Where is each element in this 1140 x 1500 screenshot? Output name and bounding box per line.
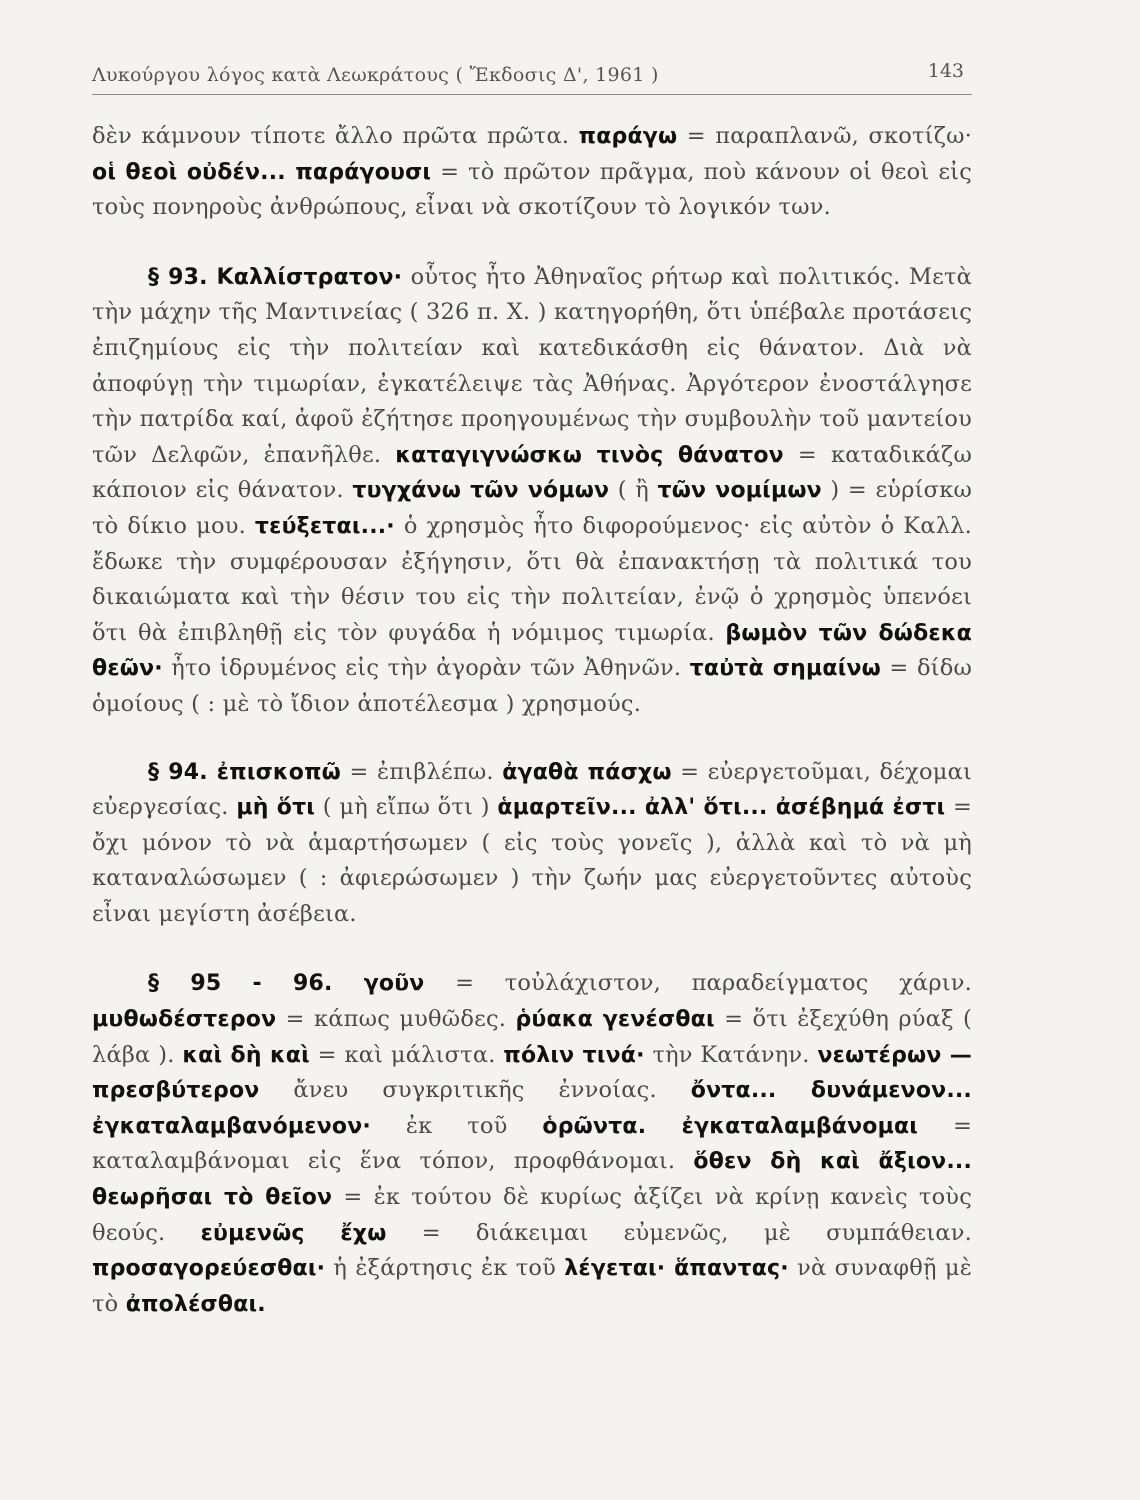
- paragraph-section-95-96: [92, 966, 972, 1322]
- lemma-term: ἀγαθὰ πάσχω: [502, 759, 672, 785]
- gloss-text: = δίδω ὁμοίους ( : μὲ τὸ ἴδιον ἀποτέλεσμα ) χρησμούς.: [92, 655, 973, 717]
- gloss-text: = παραπλανῶ, σκοτίζω·: [677, 123, 972, 149]
- lemma-term: καταγιγνώσκω τινὸς θάνατον: [395, 442, 784, 468]
- gloss-text: ) = εὑρίσκω τὸ δίκιο μου.: [92, 477, 973, 539]
- lemma-term: ὄντα... δυνάμενον... ἐγκαταλαμβανόμενον·: [92, 1078, 972, 1139]
- lemma-term: εὐμενῶς ἔχω: [200, 1220, 387, 1246]
- running-header: [92, 60, 972, 95]
- lemma-term: πόλιν τινά·: [503, 1042, 645, 1068]
- gloss-text: ( μὴ εἴπω ὅτι ): [315, 794, 498, 821]
- lemma-term: ὁρῶντα. ἐγκαταλαμβάνομαι: [542, 1113, 919, 1139]
- paragraph-section-93: [92, 260, 972, 723]
- lemma-term: § 93. Καλλίστρατον·: [148, 264, 403, 290]
- gloss-text: = διάκειμαι εὐμενῶς, μὲ συμπάθειαν.: [386, 1219, 973, 1246]
- gloss-text: = καταδικάζω κάποιον εἰς θάνατον.: [92, 441, 973, 504]
- lemma-term: οἱ θεοὶ οὐδέν... παράγουσι: [92, 159, 432, 185]
- gloss-text: = τοὐλάχιστον, παραδείγματος χάριν.: [424, 970, 972, 997]
- gloss-text: οὗτος ἦτο Ἀθηναῖος ρήτωρ καὶ πολιτικός. Μετὰ τὴν μάχην τῆς Μαντινείας ( 326 π. Χ. ) κατηγορήθη, ὅτι ὑπέβαλε προτάσεις ἐπιζημίους εἰς τὴν πολιτείαν καὶ κατεδικάσθη εἰς θάνατον. Διὰ νὰ ἀποφύγῃ τὴν τιμωρίαν, ἐγκατέλειψε τὰς Ἀθήνας. Ἀργότερον ἐνοστάλγησε τὴν πατρίδα καί, ἀφοῦ ἐζήτησε προηγουμένως τὴν συμβουλὴν τοῦ μαντείου τῶν Δελφῶν, ἐπανῆλθε.: [92, 263, 972, 468]
- gloss-text: = εὐεργετοῦμαι, δέχομαι εὐεργεσίας.: [92, 758, 972, 821]
- gloss-text: νὰ συναφθῇ μὲ τὸ: [92, 1255, 972, 1317]
- gloss-text: = ὅτι ἐξεχύθη ρύαξ ( λάβα ).: [92, 1006, 972, 1068]
- lemma-term: ἁμαρτεῖν... ἀλλ' ὅτι... ἀσέβημά ἐστι: [497, 795, 946, 821]
- paragraph-section-94: [92, 755, 972, 933]
- lemma-term: προσαγορεύεσθαι·: [92, 1256, 326, 1282]
- gloss-text: = καταλαμβάνομαι εἰς ἕνα τόπον, προφθάνομαι.: [92, 1112, 972, 1175]
- lemma-term: λέγεται· ἅπαντας·: [564, 1256, 789, 1282]
- gloss-text: = ἐπιβλέπω.: [341, 758, 503, 785]
- gloss-text: ὁ χρησμὸς ἦτο διφορούμενος· εἰς αὐτὸν ὁ Καλλ. ἔδωκε τὴν συμφέρουσαν ἐξήγησιν, ὅτι θὰ ἐπανακτήσῃ τὰ πολιτικά του δικαιώματα καὶ τὴν θέσιν του εἰς τὴν πολιτείαν, ἐνῷ ὁ χρησμὸς ὑπενόει ὅτι θὰ ἐπιβληθῇ εἰς τὸν φυγάδα ἡ νόμιμος τιμωρία.: [92, 512, 972, 646]
- gloss-text: ( ἢ: [609, 477, 658, 504]
- gloss-text: = καὶ μάλιστα.: [309, 1041, 504, 1068]
- lemma-term: νεωτέρων — πρεσβύτερον: [92, 1042, 973, 1104]
- gloss-text: = τὸ πρῶτον πρᾶγμα, ποὺ κάνουν οἱ θεοὶ εἰς τοὺς πονηροὺς ἀνθρώπους, εἶναι νὰ σκοτίζουν τὸ λογικόν των.: [92, 158, 972, 221]
- lemma-term: μυθωδέστερον: [92, 1007, 277, 1033]
- gloss-text: δὲν κάμνουν τίποτε ἄλλο πρῶτα πρῶτα.: [92, 123, 579, 149]
- page-number: 143: [927, 60, 964, 82]
- lemma-term: καὶ δὴ καὶ: [182, 1042, 310, 1068]
- lemma-term: § 94. ἐπισκοπῶ: [148, 759, 341, 785]
- gloss-text: = ὄχι μόνον τὸ νὰ ἁμαρτήσωμεν ( εἰς τοὺς γονεῖς ), ἀλλὰ καὶ τὸ νὰ μὴ καταναλώσωμεν ( : ἀφιερώσωμεν ) τὴν ζωήν μας εὐεργετοῦντες αὐτοὺς εἶναι μεγίστη ἀσέβεια.: [92, 794, 973, 927]
- header-title: Λυκούργου λόγος κατὰ Λεωκράτους ( Ἔκδοσις Δ', 1961 ): [92, 64, 659, 86]
- lemma-term: τεύξεται...·: [254, 513, 395, 539]
- paragraph-intro: [92, 119, 972, 226]
- gloss-text: = ἐκ τούτου δὲ κυρίως ἀξίζει νὰ κρίνῃ κανεὶς τοὺς θεούς.: [92, 1184, 972, 1246]
- gloss-text: ἦτο ἱδρυμένος εἰς τὴν ἀγορὰν τῶν Ἀθηνῶν.: [162, 655, 690, 682]
- gloss-text: ἡ ἐξάρτησις ἐκ τοῦ: [325, 1255, 565, 1282]
- lemma-term: ἀπολέσθαι.: [125, 1291, 266, 1317]
- lemma-term: ῥύακα γενέσθαι: [515, 1007, 715, 1033]
- lemma-term: μὴ ὅτι: [236, 795, 316, 821]
- lemma-term: ὅθεν δὴ καὶ ἄξιον... θεωρῆσαι τὸ θεῖον: [92, 1149, 973, 1211]
- lemma-term: βωμὸν τῶν δώδεκα θεῶν·: [92, 620, 972, 682]
- lemma-term: τῶν νομίμων: [657, 478, 822, 504]
- lemma-term: ταὐτὰ σημαίνω: [689, 656, 881, 682]
- lemma-term: παράγω: [578, 124, 678, 149]
- gloss-text: ἄνευ συγκριτικῆς ἐννοίας.: [259, 1077, 691, 1104]
- gloss-text: τὴν Κατάνην.: [644, 1041, 818, 1068]
- lemma-term: τυγχάνω τῶν νόμων: [352, 478, 610, 504]
- document-page: [92, 60, 972, 1322]
- gloss-text: ἐκ τοῦ: [371, 1112, 543, 1139]
- lemma-term: § 95 - 96. γοῦν: [148, 971, 425, 997]
- gloss-text: = κάπως μυθῶδες.: [276, 1006, 516, 1033]
